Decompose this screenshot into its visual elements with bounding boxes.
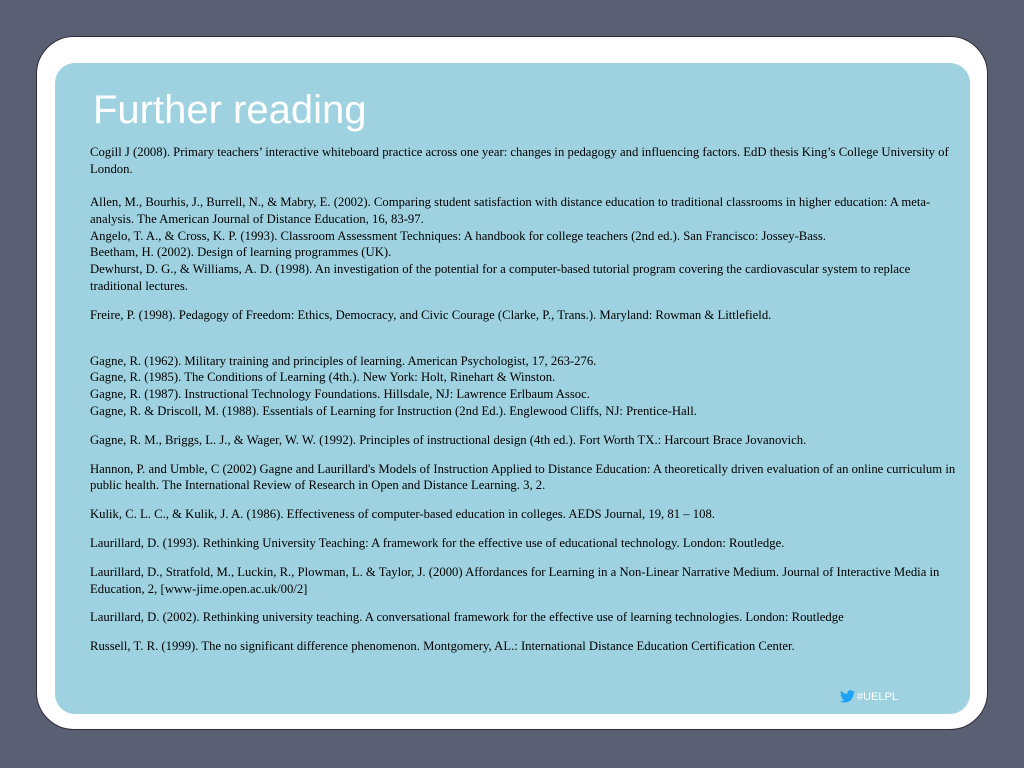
reference-list: [90, 144, 956, 655]
reference-item: Freire, P. (1998). Pedagogy of Freedom: Ethics, Democracy, and Civic Courage (Clarke, P., Trans.). Maryland: Rowman & Littlefield.: [90, 307, 772, 322]
reference-item: Allen, M., Bourhis, J., Burrell, N., & Mabry, E. (2002). Comparing student satisfaction with distance education to traditional classrooms in higher education: A meta-analysis. The American Journal of Distance Education, 16, 83-97.: [90, 195, 931, 226]
reference-item: Hannon, P. and Umble, C (2002) Gagne and Laurillard's Models of Instruction Applied to Distance Education: A theoretically driven evaluation of an online curriculum in public health. The International Review of Research in Open and Distance Learning. 3, 2.: [90, 461, 956, 493]
reference-item: Angelo, T. A., & Cross, K. P. (1993). Classroom Assessment Techniques: A handbook for college teachers (2nd ed.). San Francisco: Jossey-Bass.: [90, 228, 826, 243]
reference-item: Laurillard, D., Stratfold, M., Luckin, R., Plowman, L. & Taylor, J. (2000) Affordances for Learning in a Non-Linear Narrative Medium. Journal of Interactive Media in Education, 2, [www-jime.open.ac.uk/00/2]: [90, 564, 940, 596]
reference-item: Gagne, R. M., Briggs, L. J., & Wager, W. W. (1992). Principles of instructional design (4th ed.). Fort Worth TX.: Harcourt Brace Jovanovich.: [90, 432, 807, 447]
twitter-hashtag[interactable]: [840, 690, 898, 703]
reference-item: Dewhurst, D. G., & Williams, A. D. (1998). An investigation of the potential for a computer-based tutorial program covering the cardiovascular system to replace traditional lectures.: [90, 262, 911, 294]
reference-item: Gagne, R. (1987). Instructional Technology Foundations. Hillsdale, NJ: Lawrence Erlbaum Assoc.: [90, 387, 590, 402]
reference-item: Gagne, R. & Driscoll, M. (1988). Essentials of Learning for Instruction (2nd Ed.). Englewood Cliffs, NJ: Prentice-Hall.: [90, 404, 697, 419]
reference-item: Beetham, H. (2002). Design of learning programmes (UK).: [90, 245, 392, 260]
reference-item: Cogill J (2008). Primary teachers’ interactive whiteboard practice across one year: changes in pedagogy and influencing factors. EdD thesis King’s College University of London.: [90, 145, 949, 176]
hashtag-label: #UELPL: [857, 690, 898, 703]
reference-item: Gagne, R. (1985). The Conditions of Learning (4th.). New York: Holt, Rinehart & Winston.: [90, 370, 556, 385]
reference-item: Gagne, R. (1962). Military training and principles of learning. American Psychologist, 17, 263-276.: [90, 353, 597, 368]
reference-item: Laurillard, D. (2002). Rethinking university teaching. A conversational framework for the effective use of learning technologies. London: Routledge: [90, 610, 844, 625]
reference-item: Laurillard, D. (1993). Rethinking University Teaching: A framework for the effective use of educational technology. London: Routledge.: [90, 536, 785, 551]
reference-item: Russell, T. R. (1999). The no significant difference phenomenon. Montgomery, AL.: International Distance Education Certification Center.: [90, 639, 795, 654]
slide-title: Further reading: [93, 88, 367, 132]
twitter-bird-icon: [840, 690, 855, 703]
reference-item: Kulik, C. L. C., & Kulik, J. A. (1986). Effectiveness of computer-based education in colleges. AEDS Journal, 19, 81 – 108.: [90, 507, 715, 522]
